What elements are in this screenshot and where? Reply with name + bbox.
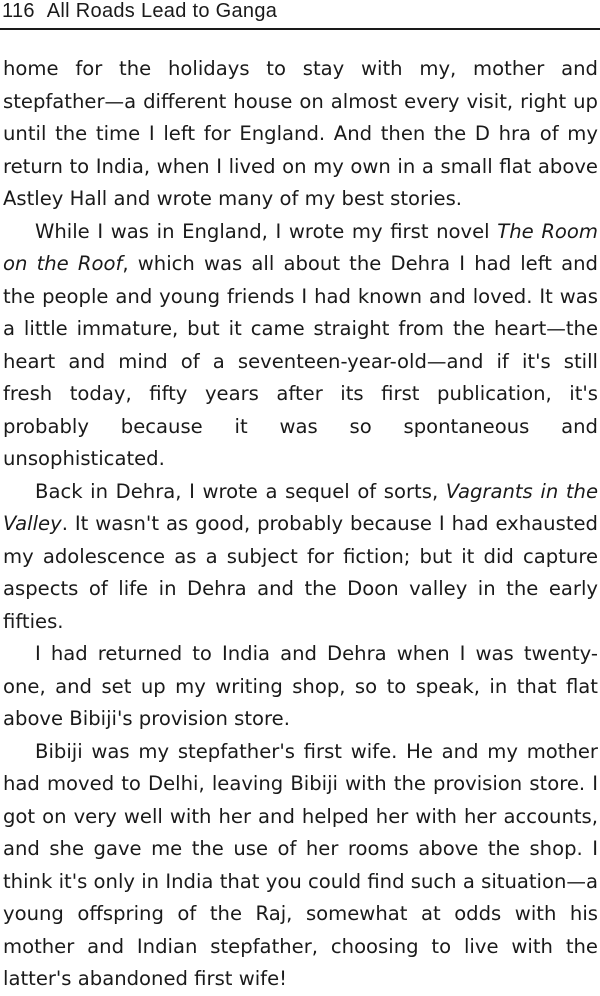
paragraph-3	[3, 476, 598, 639]
book-title: All Roads Lead to Ganga	[46, 0, 278, 22]
paragraph-2	[3, 216, 598, 476]
paragraph-4: I had returned to India and Dehra when I was twenty-one, and set up my writing shop, so to speak, in that flat above Bibiji's provision store.	[3, 642, 598, 730]
paragraph-2-text-a: While I was in England, I wrote my first novel	[35, 219, 498, 243]
paragraph-3-text-a: Back in Dehra, I wrote a sequel of sorts,	[35, 479, 446, 503]
paragraph-2-text-b: , which was all about the Dehra I had left and the people and young friends I had known and loved. It was a little immature, but it came straight from the heart—the heart and mind of a seventeen-year-old—and if it's still fresh today, fifty years after its first publication, it's probably because it was so spontaneous and unsophisticated.	[3, 252, 598, 470]
page-number: 116	[2, 0, 35, 22]
body-text	[3, 53, 598, 996]
novel-title-room-on-the-roof: The Room on the Roof	[3, 219, 598, 275]
paragraph-1: home for the holidays to stay with my, mother and stepfather—a different house on almost every visit, right up until the time I left for England. And then the D hra of my return to India, when I lived on my own in a small flat above Astley Hall and wrote many of my best stories.	[3, 57, 598, 210]
novel-title-vagrants-in-the-valley: Vagrants in the Valley	[3, 479, 598, 535]
paragraph-5: Bibiji was my stepfather's first wife. He and my mother had moved to Delhi, leaving Bibiji with the provision store. I got on very well with her and helped her with her accounts, and she gave me the use of her rooms above the shop. I think it's only in India that you could find such a situation—a young offspring of the Raj, somewhat at odds with his mother and Indian stepfather, choosing to live with the latter's abandoned first wife!	[3, 739, 598, 990]
paragraph-3-text-b: . It wasn't as good, probably because I had exhausted my adolescence as a subject for fiction; but it did capture aspects of life in Dehra and the Doon valley in the early fifties.	[3, 512, 598, 633]
running-head	[0, 0, 600, 36]
header-rule	[0, 28, 600, 30]
